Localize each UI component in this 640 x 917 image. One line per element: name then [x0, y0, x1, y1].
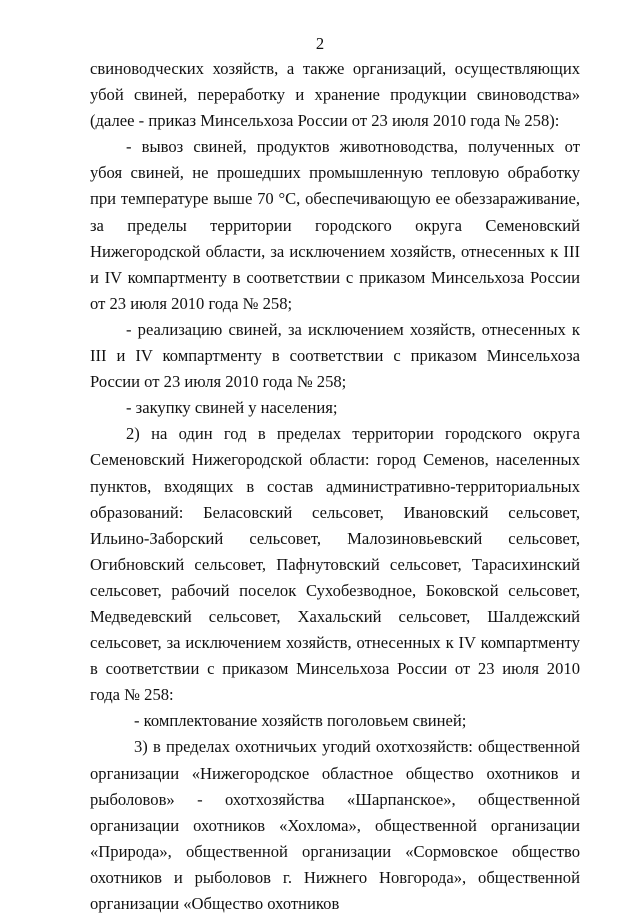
paragraph-item-3: 3) в пределах охотничьих угодий охотхозяйств: общественной организации «Нижегородское областное общество охотников и рыболовов» - охотхозяйства «Шарпанское», общественной организации охотников «Хохлома», общественной организации «Природа», общественной организации «Сормовское общество охотников и рыболовов г. Нижнего Новгорода», общественной организации «Общество охотников — [90, 737, 580, 913]
paragraph-export-ban: - вывоз свиней, продуктов животноводства, полученных от убоя свиней, не прошедших промышленную тепловую обработку при температуре выше 70 °С, обеспечивающую ее обеззараживание, за пределы территории городского округа Семеновский Нижегородской области, за исключением хозяйств, отнесенных к III и IV компартменту в соответствии с приказом Минсельхоза России от 23 июля 2010 года № 258; — [90, 137, 580, 313]
paragraph-sale-ban: - реализацию свиней, за исключением хозяйств, отнесенных к III и IV компартменту в соответствии с приказом Минсельхоза России от 23 июля 2010 года № 258; — [90, 319, 580, 392]
paragraph-item-2: 2) на один год в пределах территории городского округа Семеновский Нижегородской области: город Семенов, населенных пунктов, входящих в состав административно-территориальных образований: Беласовский сельсовет, Ивановский сельсовет, Ильино-Заборский сельсовет, Малозиновьевский сельсовет, Огибновский сельсовет, Пафнутовский сельсовет, Тарасихинский сельсовет, рабочий поселок Сухобезводное, Боковской сельсовет, Медведевский сельсовет, Хахальский сельсовет, Шалдежский сельсовет, за исключением хозяйств, отнесенных к IV компартменту в соответствии с приказом Минсельхоза России от 23 июля 2010 года № 258: — [90, 424, 580, 705]
paragraph-intro-continuation: свиноводческих хозяйств, а также организаций, осуществляющих убой свиней, переработку и хранение продукции свиноводства» (далее - приказ Минсельхоза России от 23 июля 2010 года № 258): — [90, 59, 580, 131]
document-body — [90, 56, 580, 917]
paragraph-stocking-ban: - комплектование хозяйств поголовьем свиней; — [134, 711, 467, 731]
page-number: 2 — [315, 34, 325, 53]
paragraph-purchase-ban: - закупку свиней у населения; — [126, 398, 338, 418]
